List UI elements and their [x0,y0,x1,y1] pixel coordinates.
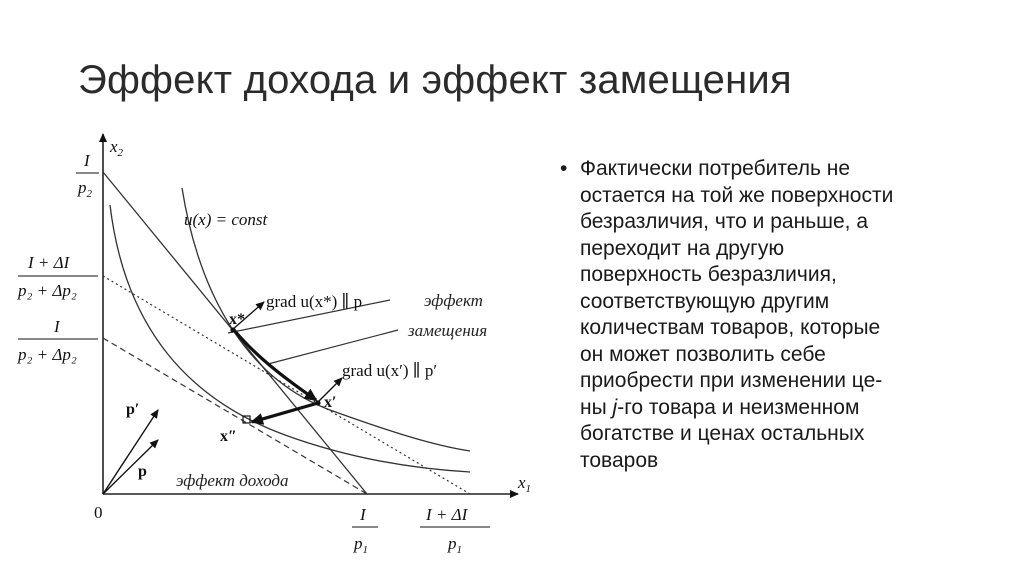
bullet-line: поверхность безразличия, [580,263,837,286]
vector-p-prime-label: p′ [126,401,140,418]
bullet-line: товаров [580,448,659,472]
income-effect-label: эффект дохода [176,471,289,490]
bullet-line-j-prefix: ны [580,395,613,419]
bullet-line: количествам товаров, которые [580,316,881,339]
bullet-line: остается на той же поверхности [580,183,894,207]
substitution-effect-label-line1: эффект [424,291,483,310]
price-vector-p-prime [103,410,158,494]
x-tick-1-numerator: I [360,505,366,524]
bullet-line-j-italic: j [612,395,618,419]
bullet-line: соответствующую другим [580,289,830,313]
bullet-line: безразличия, что и раньше, а [580,210,869,233]
grad-prime-label: grad u(x′) ∥ p′ [342,361,438,380]
point-x-dprime-label: x″ [220,428,237,445]
bullet-dot: • [560,157,568,180]
slide-title: Эффект дохода и эффект замещения [78,58,792,102]
y-tick-3-denominator: p₂ + Δp₂ [18,345,77,364]
bullet-line: он может позволить себе [580,342,826,366]
vector-p-label: p [138,463,147,480]
point-x-star-marker [230,327,235,332]
point-x-star-label: x* [229,311,245,328]
origin-label: 0 [94,503,103,522]
x2-axis-label: $x_2$ [110,137,124,159]
bullet-line: переходит на другую [580,236,785,260]
x-tick-1-denominator: $p_1$ [354,534,368,556]
point-x-prime-marker [315,400,320,405]
bullet-line: богатстве и ценах остальных [580,422,865,445]
x-tick-2-numerator: I + ΔI [426,505,468,524]
x-tick-2-denominator: $p_1$ [448,534,462,556]
bullet-line-j-suffix: -го товара и неизменном [617,395,860,419]
y-tick-3-numerator: I [54,317,60,336]
tangent-line-prime [268,330,398,364]
point-x-prime-label: x′ [324,394,337,411]
price-vector-p [103,440,158,494]
x1-axis-label: $x_1$ [518,473,532,495]
y-tick-1-numerator: I [84,151,90,170]
indifference-curve-label: u(x) = const [184,210,268,229]
y-tick-2-numerator: I + ΔI [28,253,70,272]
bullet-text-block [560,156,1000,474]
bullet-line: приобрести при изменении це- [580,369,883,392]
income-substitution-diagram [0,120,560,574]
y-tick-1-denominator: $p_2$ [78,178,92,200]
y-tick-2-denominator: p₂ + Δp₂ [18,281,77,300]
grad-star-label: grad u(x*) ∥ p [266,292,363,311]
income-effect-arrow [252,403,318,422]
bullet-line: Фактически потребитель не [580,157,851,180]
bullet-line-j [580,395,1000,422]
bullet-paragraph [580,156,1000,474]
substitution-effect-label-line2: замещения [408,321,488,340]
substitution-effect-arrow [234,330,316,400]
